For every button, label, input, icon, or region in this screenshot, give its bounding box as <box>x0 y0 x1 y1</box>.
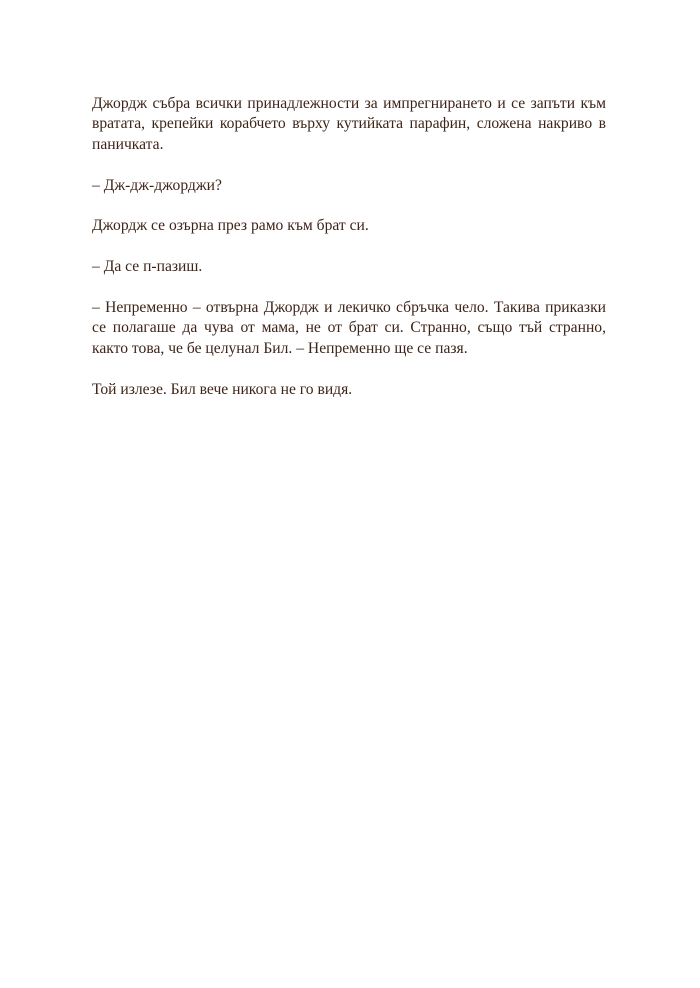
paragraph-dialogue-be-careful: – Да се п-пазиш. <box>92 258 203 276</box>
paragraph-dialogue-bill-call: – Дж-дж-джорджи? <box>92 176 222 194</box>
paragraph-intro: Джордж събра всички принадлежности за импрегнирането и се запъти към вратата, крепейки корабчето върху кутийката парафин, сложена накриво в паничката. <box>92 95 606 153</box>
paragraph-ending: Той излезе. Бил вече никога не го видя. <box>92 380 353 398</box>
paragraph-george-reply: – Непременно – отвърна Джордж и лекичко сбръчка чело. Такива приказки се полагаше да чува от мама, не от брат си. Странно, също тъй странно, както това, че бе целунал Бил. – Непременно ще се пазя. <box>92 299 606 357</box>
paragraph-george-looks-back: Джордж се озърна през рамо към брат си. <box>92 217 369 235</box>
text-body <box>92 94 606 400</box>
